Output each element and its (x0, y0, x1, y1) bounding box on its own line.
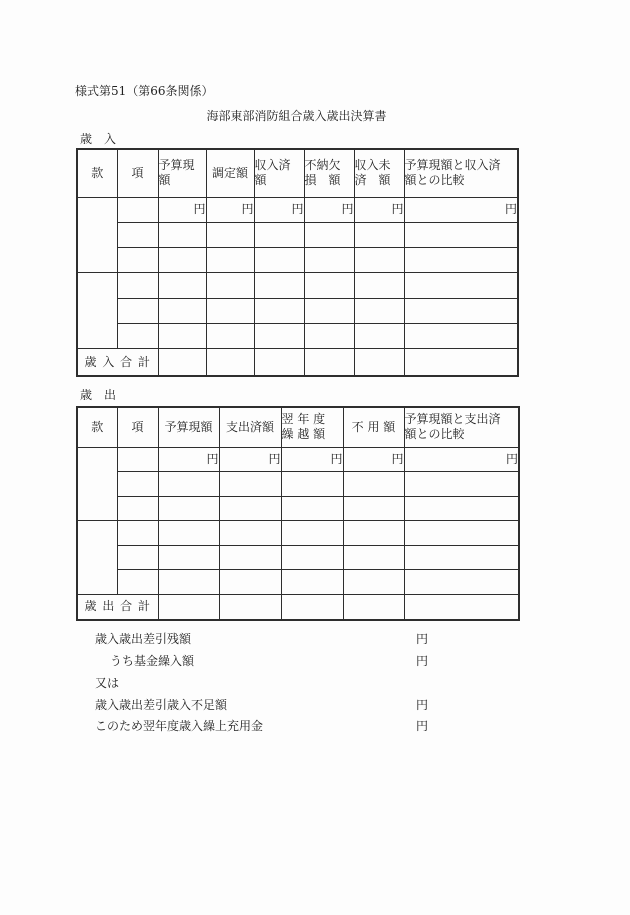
revenue-header-row (77, 149, 518, 197)
header-writeoff-amount: 不納欠 損 額 (304, 149, 354, 197)
header-kan: 款 (77, 407, 117, 447)
header-budget-vs-paid: 予算現額と支出済 額との比較 (404, 407, 519, 447)
amount-cell (158, 323, 206, 348)
total-amount-cell (304, 349, 354, 376)
ko-cell (117, 496, 158, 521)
footer-line-or (95, 676, 428, 691)
kan-cell (77, 197, 117, 273)
footer-line-balance (95, 632, 428, 647)
amount-cell (219, 545, 281, 570)
amount-cell (219, 472, 281, 497)
amount-cell (304, 273, 354, 298)
revenue-total-label: 歳 入 合 計 (77, 349, 158, 376)
total-amount-cell (354, 349, 404, 376)
expenditure-header-row (77, 407, 519, 447)
amount-cell (343, 521, 404, 546)
total-amount-cell (343, 594, 404, 620)
amount-cell (354, 298, 404, 323)
amount-cell (404, 323, 518, 348)
footer-line-advance-appropriation (95, 719, 428, 734)
yen-unit: 円 (158, 447, 219, 472)
ko-cell (117, 197, 158, 222)
revenue-row-1 (77, 197, 518, 222)
amount-cell (254, 323, 304, 348)
amount-cell (158, 248, 206, 273)
amount-cell (404, 298, 518, 323)
yen-unit: 円 (415, 632, 428, 646)
expenditure-total-row (77, 594, 519, 620)
yen-unit: 円 (281, 447, 343, 472)
total-amount-cell (158, 349, 206, 376)
amount-cell (254, 222, 304, 247)
revenue-total-row (77, 349, 518, 376)
amount-cell (404, 472, 519, 497)
total-amount-cell (254, 349, 304, 376)
expenditure-row-5 (77, 545, 519, 570)
ko-cell (117, 472, 158, 497)
amount-cell (354, 248, 404, 273)
amount-cell (219, 521, 281, 546)
revenue-row-5 (77, 298, 518, 323)
yen-unit: 円 (206, 197, 254, 222)
yen-unit: 円 (404, 197, 518, 222)
yen-unit: 円 (254, 197, 304, 222)
ko-cell (117, 273, 158, 298)
header-paid-amount: 支出済額 (219, 407, 281, 447)
amount-cell (281, 472, 343, 497)
ko-cell (117, 323, 158, 348)
header-uncollected-amount: 収入未 済 額 (354, 149, 404, 197)
yen-unit: 円 (404, 447, 519, 472)
amount-cell (343, 496, 404, 521)
header-budget-amount: 予算現 額 (158, 149, 206, 197)
revenue-row-3 (77, 248, 518, 273)
expenditure-row-6 (77, 570, 519, 595)
header-kan-label: 款 (91, 165, 104, 180)
amount-cell (281, 570, 343, 595)
amount-cell (354, 273, 404, 298)
yen-unit: 円 (158, 197, 206, 222)
amount-cell (304, 222, 354, 247)
amount-cell (158, 496, 219, 521)
amount-cell (158, 570, 219, 595)
amount-cell (404, 222, 518, 247)
amount-cell (404, 248, 518, 273)
amount-cell (158, 521, 219, 546)
amount-cell (354, 323, 404, 348)
header-budget-amount: 予算現額 (158, 407, 219, 447)
expenditure-row-3 (77, 496, 519, 521)
page-title: 海部東部消防組合歳入歳出決算書 (206, 109, 387, 123)
yen-unit: 円 (415, 719, 428, 733)
amount-cell (404, 273, 518, 298)
amount-cell (304, 298, 354, 323)
footer-label: このため翌年度歳入繰上充用金 (95, 719, 264, 733)
amount-cell (354, 222, 404, 247)
kan-cell (77, 521, 117, 595)
amount-cell (404, 521, 519, 546)
header-ko-label: 項 (131, 165, 144, 180)
amount-cell (206, 222, 254, 247)
amount-cell (158, 472, 219, 497)
ko-cell (117, 298, 158, 323)
total-amount-cell (206, 349, 254, 376)
ko-cell (117, 447, 158, 472)
ko-cell (117, 248, 158, 273)
ko-cell (117, 521, 158, 546)
amount-cell (206, 323, 254, 348)
ko-cell (117, 570, 158, 595)
expenditure-row-4 (77, 521, 519, 546)
amount-cell (281, 521, 343, 546)
yen-unit: 円 (219, 447, 281, 472)
footer-label: うち基金繰入額 (110, 654, 195, 668)
header-received-amount: 収入済 額 (254, 149, 304, 197)
amount-cell (254, 248, 304, 273)
amount-cell (404, 545, 519, 570)
form-number: 様式第51（第66条関係） (75, 84, 214, 98)
header-assessed-amount: 調定額 (206, 149, 254, 197)
total-amount-cell (404, 594, 519, 620)
amount-cell (206, 248, 254, 273)
revenue-row-2 (77, 222, 518, 247)
amount-cell (281, 496, 343, 521)
amount-cell (404, 570, 519, 595)
footer-label: 歳入歳出差引歳入不足額 (95, 698, 228, 712)
expenditure-row-2 (77, 472, 519, 497)
kan-cell (77, 447, 117, 521)
amount-cell (158, 222, 206, 247)
total-amount-cell (158, 594, 219, 620)
header-kan (77, 149, 117, 197)
amount-cell (254, 273, 304, 298)
revenue-row-6 (77, 323, 518, 348)
total-amount-cell (404, 349, 518, 376)
header-unused-amount: 不 用 額 (343, 407, 404, 447)
kan-cell (77, 273, 117, 349)
expenditure-table (76, 406, 520, 621)
footer-line-fund-transfer (95, 654, 428, 669)
amount-cell (281, 545, 343, 570)
footer-line-shortfall (95, 698, 428, 713)
yen-unit: 円 (343, 447, 404, 472)
yen-unit: 円 (354, 197, 404, 222)
ko-cell (117, 545, 158, 570)
amount-cell (304, 248, 354, 273)
amount-cell (206, 298, 254, 323)
expenditure-row-1 (77, 447, 519, 472)
header-ko (117, 149, 158, 197)
footer-label: 歳入歳出差引残額 (95, 632, 192, 646)
revenue-row-4 (77, 273, 518, 298)
amount-cell (254, 298, 304, 323)
total-amount-cell (219, 594, 281, 620)
yen-unit: 円 (304, 197, 354, 222)
amount-cell (158, 273, 206, 298)
header-ko: 項 (117, 407, 158, 447)
amount-cell (158, 298, 206, 323)
amount-cell (343, 570, 404, 595)
amount-cell (219, 496, 281, 521)
amount-cell (158, 545, 219, 570)
amount-cell (206, 273, 254, 298)
amount-cell (343, 545, 404, 570)
footer-label: 又は (95, 676, 120, 690)
revenue-section-label: 歳 入 (80, 132, 117, 146)
total-amount-cell (281, 594, 343, 620)
yen-unit: 円 (415, 698, 428, 712)
expenditure-section-label: 歳 出 (80, 388, 117, 402)
amount-cell (404, 496, 519, 521)
yen-unit: 円 (415, 654, 428, 668)
amount-cell (304, 323, 354, 348)
header-carryover-amount: 翌 年 度 繰 越 額 (281, 407, 343, 447)
expenditure-total-label: 歳 出 合 計 (77, 594, 158, 620)
revenue-table (76, 148, 519, 377)
amount-cell (219, 570, 281, 595)
ko-cell (117, 222, 158, 247)
amount-cell (343, 472, 404, 497)
header-budget-vs-received: 予算現額と収入済 額との比較 (404, 149, 518, 197)
